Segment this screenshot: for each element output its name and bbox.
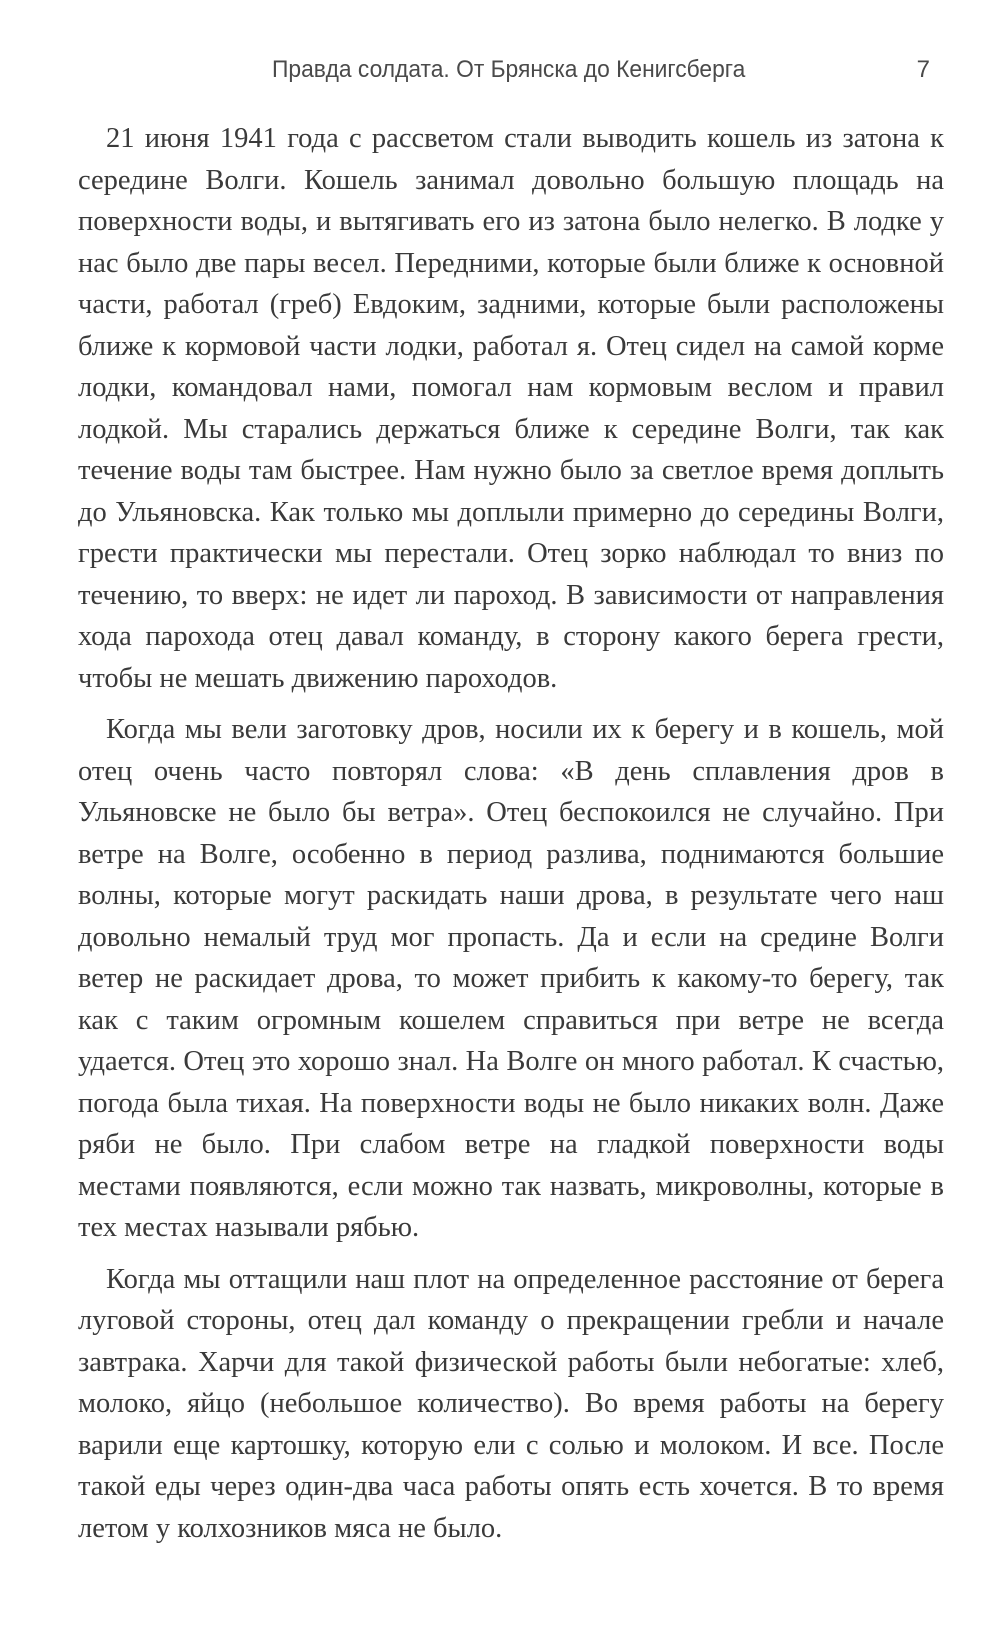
paragraph: 21 июня 1941 года с рассветом стали выводить кошель из затона к середине Волги. Кошель занимал довольно большую площадь на поверхности воды, и вытягивать его из затона было нелегко. В лодке у нас было две пары весел. Передними, которые были ближе к основной части, работал (греб) Евдоким, задними, которые были расположены ближе к кормовой части лодки, работал я. Отец сидел на самой корме лодки, командовал нами, помогал нам кормовым веслом и правил лодкой. Мы старались держаться ближе к середине Волги, так как течение воды там быстрее. Нам нужно было за светлое время доплыть до Ульяновска. Как только мы доплыли примерно до середины Волги, грести практически мы перестали. Отец зорко наблюдал то вниз по течению, то вверх: не идет ли пароход. В зависимости от направления хода парохода отец давал команду, в сторону какого берега грести, чтобы не мешать движению пароходов. [78,123,944,694]
text-column [78,118,944,1559]
page-number: 7 [916,56,930,83]
running-title: Правда солдата. От Брянска до Кенигсберга [272,56,746,83]
running-head [0,56,1000,96]
paragraph: Когда мы оттащили наш плот на определенное расстояние от берега луговой стороны, отец дал команду о прекращении гребли и начале завтрака. Харчи для такой физической работы были небогатые: хлеб, молоко, яйцо (небольшое количество). Во время работы на берегу варили еще картошку, которую ели с солью и молоком. И все. После такой еды через один-два часа работы опять есть хочется. В то время летом у колхозников мяса не было. [78,1263,944,1544]
paragraph: Когда мы вели заготовку дров, носили их к берегу и в кошель, мой отец очень часто повторял слова: «В день сплавления дров в Ульяновске не было бы ветра». Отец беспокоился не случайно. При ветре на Волге, особенно в период разлива, поднимаются большие волны, которые могут раскидать наши дрова, в результате чего наш довольно немалый труд мог пропасть. Да и если на средине Волги ветер не раскидает дрова, то может прибить к какому-то берегу, так как с таким огромным кошелем справиться при ветре не всегда удается. Отец это хорошо знал. На Волге он много работал. К счастью, погода была тихая. На поверхности воды не было никаких волн. Даже ряби не было. При слабом ветре на гладкой поверхности воды местами появляются, если можно так назвать, микроволны, которые в тех местах называли рябью. [78,714,944,1243]
